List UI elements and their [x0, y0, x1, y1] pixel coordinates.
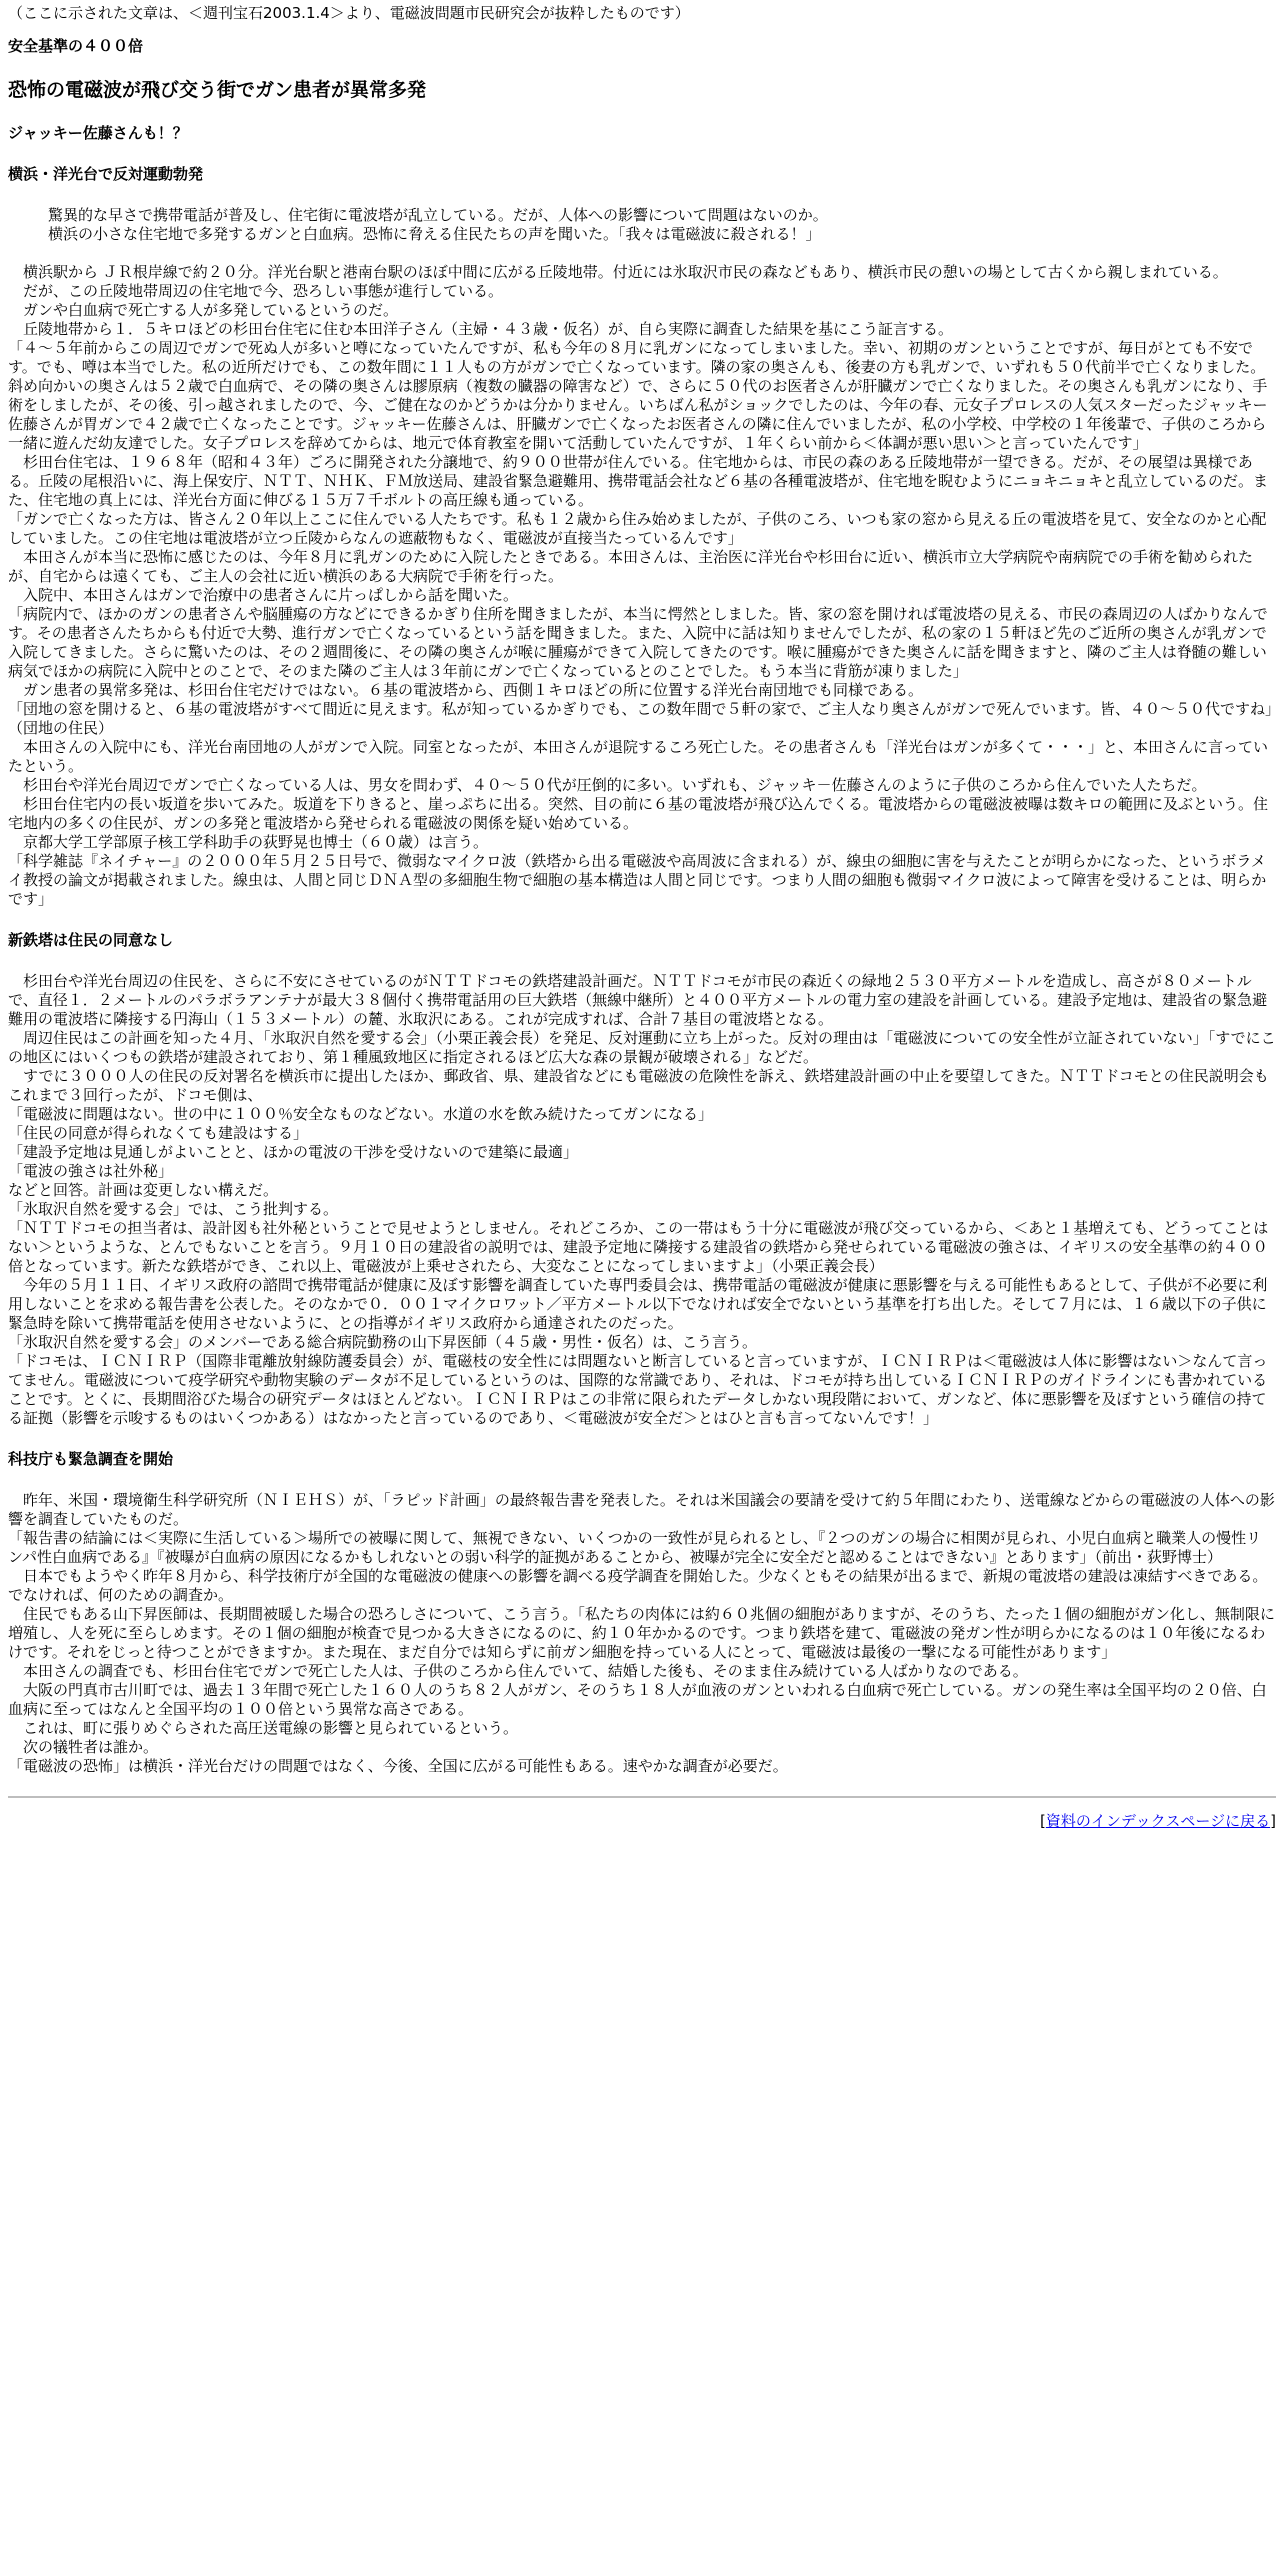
paragraph: これは、町に張りめぐらされた高圧送電線の影響と見られているという。	[8, 1719, 519, 1737]
paragraph: 入院中、本田さんはガンで治療中の患者さんに片っぱしから話を聞いた。	[8, 586, 519, 604]
paragraph: ガン患者の異常多発は、杉田台住宅だけではない。６基の電波塔から、西側１キロほどの所に位置する洋光台南団地でも同様である。	[8, 681, 924, 699]
paragraph: 「ドコモは、ＩＣＮＩＲＰ（国際非電離放射線防護委員会）が、電磁枝の安全性には問題ないと断言していると言っていますが、ＩＣＮＩＲＰは＜電磁波は人体に影響はない＞なんて言ってません。電磁波について疫学研究や動物実験のデータが不足しているというのは、国際的な常識であり、それは、ドコモが持ち出しているＩＣＮＩＲＰのガイドラインにも書かれていることです。とくに、長期間浴びた場合の研究データはほとんどない。ＩＣＮＩＲＰはこの非常に限られたデータしかない現段階において、ガンなど、体に悪影響を及ぼすという確信の持てる証拠（影響を示唆するものはいくつかある）はなかったと言っているのであり、＜電磁波が安全だ＞とはひと言も言ってないんです！」	[8, 1352, 1268, 1427]
paragraph: 京都大学工学部原子核工学科助手の荻野晃也博士（６０歳）は言う。	[8, 833, 489, 851]
heading-jackie-sato: ジャッキー佐藤さんも！？	[8, 124, 188, 142]
paragraph: 住民でもある山下昇医師は、長期間被暖した場合の恐ろしさについて、こう言う。「私たちの肉体には約６０兆個の細胞がありますが、そのうち、たった１個の細胞がガン化し、無制限に増殖し、人を死に至らしめます。その１個の細胞が検査で見つかる大きさになるのに、約１０年かかるのです。つまり鉄塔を建て、電磁波の発ガン性が明らかになるのは１０年後になるわけです。それをじっと待つことができますか。また現在、まだ自分では知らずに前ガン細胞を持っている人にとって、電磁波は最後の一撃になる可能性があります」	[8, 1605, 1275, 1661]
paragraph: などと回答。計画は変更しない構えだ。	[8, 1181, 279, 1199]
paragraph: 本田さんの入院中にも、洋光台南団地の人がガンで入院。同室となったが、本田さんが退院するころ死亡した。その患者さんも「洋光台はガンが多くて・・・」と、本田さんに言っていたという。	[8, 738, 1269, 775]
section-2-body	[8, 972, 1276, 1428]
section-3-body	[8, 1491, 1276, 1776]
footer-nav	[8, 1812, 1276, 1831]
paragraph: 「氷取沢自然を愛する会」のメンバーである総合病院勤務の山下昇医師（４５歳・男性・仮名）は、こう言う。	[8, 1333, 757, 1351]
paragraph: 「ＮＴＴドコモの担当者は、設計図も社外秘ということで見せようとしません。それどころか、この一帯はもう十分に電磁波が飛び交っているから、＜あと１基増えても、どうってことはない＞というような、とんでもないことを言う。９月１０日の建設省の説明では、建設予定地に隣接する建設省の鉄塔から発せられている電磁波の強さは、イギリスの安全基準の約４００倍となっています。新たな鉄塔ができ、これ以上、電磁波が上乗せされたら、大変なことになってしまいますよ」（小栗正義会長）	[8, 1219, 1269, 1275]
paragraph: 今年の５月１１日、イギリス政府の諮問で携帯電話が健康に及ぼす影響を調査していた専門委員会は、携帯電話の電磁波が健康に悪影響を与える可能性もあるとして、子供が不必要に利用しないことを求める報告書を公表した。そのなかで０．００１マイクロワット／平方メートル以下でなければ安全でないという基準を打ち出した。そして７月には、１６歳以下の子供に緊急時を除いて携帯電話を使用させないように、との指導がイギリス政府から通達されたのだった。	[8, 1276, 1268, 1332]
lead-paragraphs	[8, 206, 1276, 244]
paragraph: ガンや白血病で死亡する人が多発しているというのだ。	[8, 301, 399, 319]
paragraph: すでに３０００人の住民の反対署名を横浜市に提出したほか、郵政省、県、建設省などにも電磁波の危険性を訴え、鉄塔建設計画の中止を要望してきた。ＮＴＴドコモとの住民説明会もこれまで３回行ったが、ドコモ側は、	[8, 1067, 1269, 1104]
section-1-body	[8, 263, 1276, 909]
paragraph: 「団地の窓を開けると、６基の電波塔がすべて間近に見えます。私が知っているかぎりでも、この数年間で５軒の家で、ご主人なり奥さんがガンで死んでいます。皆、４０～５０代ですね」（団地の住民）	[8, 700, 1273, 737]
paragraph: 日本でもようやく昨年８月から、科学技術庁が全国的な電磁波の健康への影響を調べる疫学調査を開始した。少なくともその結果が出るまで、新規の電波塔の建設は凍結すべきである。でなければ、何のための調査か。	[8, 1567, 1268, 1604]
lead-line: 横浜の小さな住宅地で多発するガンと白血病。恐怖に脅える住民たちの声を聞いた。「我々は電磁波に殺される！」	[48, 225, 821, 243]
paragraph: 「ガンで亡くなった方は、皆さん２０年以上ここに住んでいる人たちです。私も１２歳から住み始めましたが、子供のころ、いつも家の窓から見える丘の電波塔を見て、安全なのかと心配していました。この住宅地は電波塔が立つ丘陵からなんの遮蔽物もなく、電磁波が直接当たっているんです」	[8, 510, 1267, 547]
bracket-open: [	[1040, 1812, 1046, 1830]
paragraph: 「科学雑誌『ネイチャー』の２０００年５月２５日号で、微弱なマイクロ波（鉄塔から出る電磁波や高周波に含まれる）が、線虫の細胞に害を与えたことが明らかになった、というボラメイ教授の論文が掲載されました。線虫は、人間と同じＤＮＡ型の多細胞生物で細胞の基本構造は人間と同じです。つまり人間の細胞も微弱マイクロ波によって障害を受けることは、明らかです」	[8, 852, 1267, 908]
paragraph: 「住民の同意が得られなくても建設はする」	[8, 1124, 309, 1142]
paragraph: 周辺住民はこの計画を知った４月、「氷取沢自然を愛する会」（小栗正義会長）を発足、反対運動に立ち上がった。反対の理由は「電磁波についての安全性が立証されていない」「すでにこの地区にはいくつもの鉄塔が建設されており、第１種風致地区に指定されるほど広大な森の景観が破壊される」などだ。	[8, 1029, 1276, 1066]
lead-line: 驚異的な早さで携帯電話が普及し、住宅街に電波塔が乱立している。だが、人体への影響について問題はないのか。	[48, 206, 828, 224]
paragraph: 杉田台住宅は、１９６８年（昭和４３年）ごろに開発された分譲地で、約９００世帯が住んでいる。住宅地からは、市民の森のある丘陵地帯が一望できる。だが、その展望は異様である。丘陵の尾根沿いに、海上保安庁、ＮＴＴ、ＮＨＫ、ＦＭ放送局、建設省緊急避難用、携帯電話会社など６基の各種電波塔が、住宅地を睨むようにニョキニョキと乱立しているのだ。また、住宅地の真上には、洋光台方面に伸びる１５万７千ボルトの高圧線も通っている。	[8, 453, 1269, 509]
paragraph: 「４～５年前からこの周辺でガンで死ぬ人が多いと噂になっていたんですが、私も今年の８月に乳ガンになってしまいました。幸い、初期のガンということですが、毎日がとても不安です。でも、噂は本当でした。私の近所だけでも、この数年間に１１人もの方がガンで亡くなっています。隣の家の奥さんも、後妻の方も乳ガンで、いずれも５０代前半で亡くなりました。斜め向かいの奥さんは５２歳で白血病で、その隣の奥さんは膠原病（複数の臓器の障害など）で、さらに５０代のお医者さんが肝臓ガンで亡くなりました。その奥さんも乳ガンになり、手術をしましたが、その後、引っ越されましたので、今、ご健在なのかどうかは分かりません。いちばん私がショックでしたのは、今年の春、元女子プロレスの人気スターだったジャッキー佐藤さんが胃ガンで４２歳で亡くなったことです。ジャッキー佐藤さんは、肝臓ガンで亡くなったお医者さんの隣に住んでいましたが、私の小学校、中学校の１年後輩で、子供のころから一緒に遊んだ幼友達でした。女子プロレスを辞めてからは、地元で体育教室を開いて活動していたんですが、１年くらい前から＜体調が悪い思い＞と言っていたんです」	[8, 339, 1268, 452]
paragraph: 大阪の門真市古川町では、過去１３年間で死亡した１６０人のうち８２人がガン、そのうち１８人が血液のガンといわれる白血病で死亡している。ガンの発生率は全国平均の２０倍、白血病に至ってはなんと全国平均の１００倍という異常な高さである。	[8, 1681, 1267, 1718]
article-title: 恐怖の電磁波が飛び交う街でガン患者が異常多発	[8, 79, 427, 101]
paragraph: だが、この丘陵地帯周辺の住宅地で今、恐ろしい事態が進行している。	[8, 282, 504, 300]
bracket-close: ]	[1270, 1812, 1276, 1830]
heading-science-agency: 科技庁も緊急調査を開始	[8, 1450, 174, 1468]
paragraph: 本田さんの調査でも、杉田台住宅でガンで死亡した人は、子供のころから住んでいて、結婚した後も、そのまま住み続けている人ばかりなのである。	[8, 1662, 1028, 1680]
divider	[8, 1796, 1276, 1798]
paragraph: 杉田台や洋光台周辺の住民を、さらに不安にさせているのがＮＴＴドコモの鉄塔建設計画だ。ＮＴＴドコモが市民の森近くの緑地２５３０平方メートルを造成し、高さが８０メートルで、直径１．２メートルのパラボラアンテナが最大３８個付く携帯電話用の巨大鉄塔（無線中継所）と４００平方メートルの電力室の建設を計画している。建設予定地は、建設省の緊急避難用の電波塔に隣接する円海山（１５３メートル）の麓、氷取沢にある。これが完成すれば、合計７基目の電波塔となる。	[8, 972, 1268, 1028]
heading-yokohama-protest: 横浜・洋光台で反対運動勃発	[8, 165, 204, 183]
paragraph: 「病院内で、ほかのガンの患者さんや脳腫瘍の方などにできるかぎり住所を聞きましたが、本当に愕然としました。皆、家の窓を開ければ電波塔の見える、市民の森周辺の人ばかりなんです。その患者さんたちからも付近で大勢、進行ガンで亡くなっているという話を聞きました。また、入院中に話は知りませんでしたが、私の家の１５軒ほど先のご近所の奥さんが乳ガンで入院してきました。さらに驚いたのは、その２週間後に、その隣の奥さんが喉に腫瘍ができて入院してきたのです。喉に腫瘍ができた奥さんに話を聞きますと、隣のご主人は脊髄の難しい病気でほかの病院に入院中とのことで、そのまた隣のご主人は３年前にガンで亡くなっているとのことでした。もう本当に背筋が凍りました」	[8, 605, 1268, 680]
paragraph: 丘陵地帯から１．５キロほどの杉田台住宅に住む本田洋子さん（主婦・４３歳・仮名）が、自ら実際に調査した結果を基にこう証言する。	[8, 320, 954, 338]
heading-new-tower: 新鉄塔は住民の同意なし	[8, 931, 174, 949]
paragraph: 「電磁波に問題はない。世の中に１００％安全なものなどない。水道の水を飲み続けたってガンになる」	[8, 1105, 714, 1123]
paragraph: 次の犠牲者は誰か。	[8, 1738, 159, 1756]
paragraph: 「電磁波の恐怖」は横浜・洋光台だけの問題ではなく、今後、全国に広がる可能性もある。速やかな調査が必要だ。	[8, 1757, 788, 1775]
paragraph: 「氷取沢自然を愛する会」では、こう批判する。	[8, 1200, 339, 1218]
paragraph: 杉田台住宅内の長い坂道を歩いてみた。坂道を下りきると、崖っぷちに出る。突然、目の前に６基の電波塔が飛び込んでくる。電波塔からの電磁波被曝は数キロの範囲に及ぶという。住宅地内の多くの住民が、ガンの多発と電波塔から発せられる電磁波の関係を疑い始めている。	[8, 795, 1269, 832]
paragraph: 横浜駅から ＪＲ根岸線で約２０分。洋光台駅と港南台駅のほぼ中間に広がる丘陵地帯。付近には氷取沢市民の森などもあり、横浜市民の憩いの場として古くから親しまれている。	[8, 263, 1228, 281]
paragraph: 「報告書の結論には＜実際に生活している＞場所での被曝に関して、無視できない、いくつかの一致性が見られるとし、『２つのガンの場合に相関が見られ、小児白血病と職業人の慢性リンパ性白血病である』『被曝が白血病の原因になるかもしれないとの弱い科学的証拠があることから、被曝が完全に安全だと認めることはできない』とあります」（前出・荻野博士）	[8, 1529, 1262, 1566]
back-to-index-link[interactable]: 資料のインデックスページに戻る	[1045, 1812, 1271, 1830]
paragraph: 「建設予定地は見通しがよいことと、ほかの電波の干渉を受けないので建築に最適」	[8, 1143, 579, 1161]
heading-safety-standard: 安全基準の４００倍	[8, 37, 144, 55]
paragraph: 杉田台や洋光台周辺でガンで亡くなっている人は、男女を問わず、４０～５０代が圧倒的に多い。いずれも、ジャッキ－佐藤さんのように子供のころから住んでいた人たちだ。	[8, 776, 1207, 794]
paragraph: 昨年、米国・環境衛生科学研究所（ＮＩＥＨＳ）が、「ラピッド計画」の最終報告書を発表した。それは米国議会の要請を受けて約５年間にわたり、送電線などからの電磁波の人体への影響を調査していたものだ。	[8, 1491, 1275, 1528]
paragraph: 本田さんが本当に恐怖に感じたのは、今年８月に乳ガンのために入院したときである。本田さんは、主治医に洋光台や杉田台に近い、横浜市立大学病院や南病院での手術を勧められたが、自宅からは遠くても、ご主人の会社に近い横浜のある大病院で手術を行った。	[8, 548, 1254, 585]
intro-note: （ここに示された文章は、＜週刊宝石2003.1.4＞より、電磁波問題市民研究会が抜粋したものです）	[8, 4, 690, 22]
paragraph: 「電波の強さは社外秘」	[8, 1162, 174, 1180]
